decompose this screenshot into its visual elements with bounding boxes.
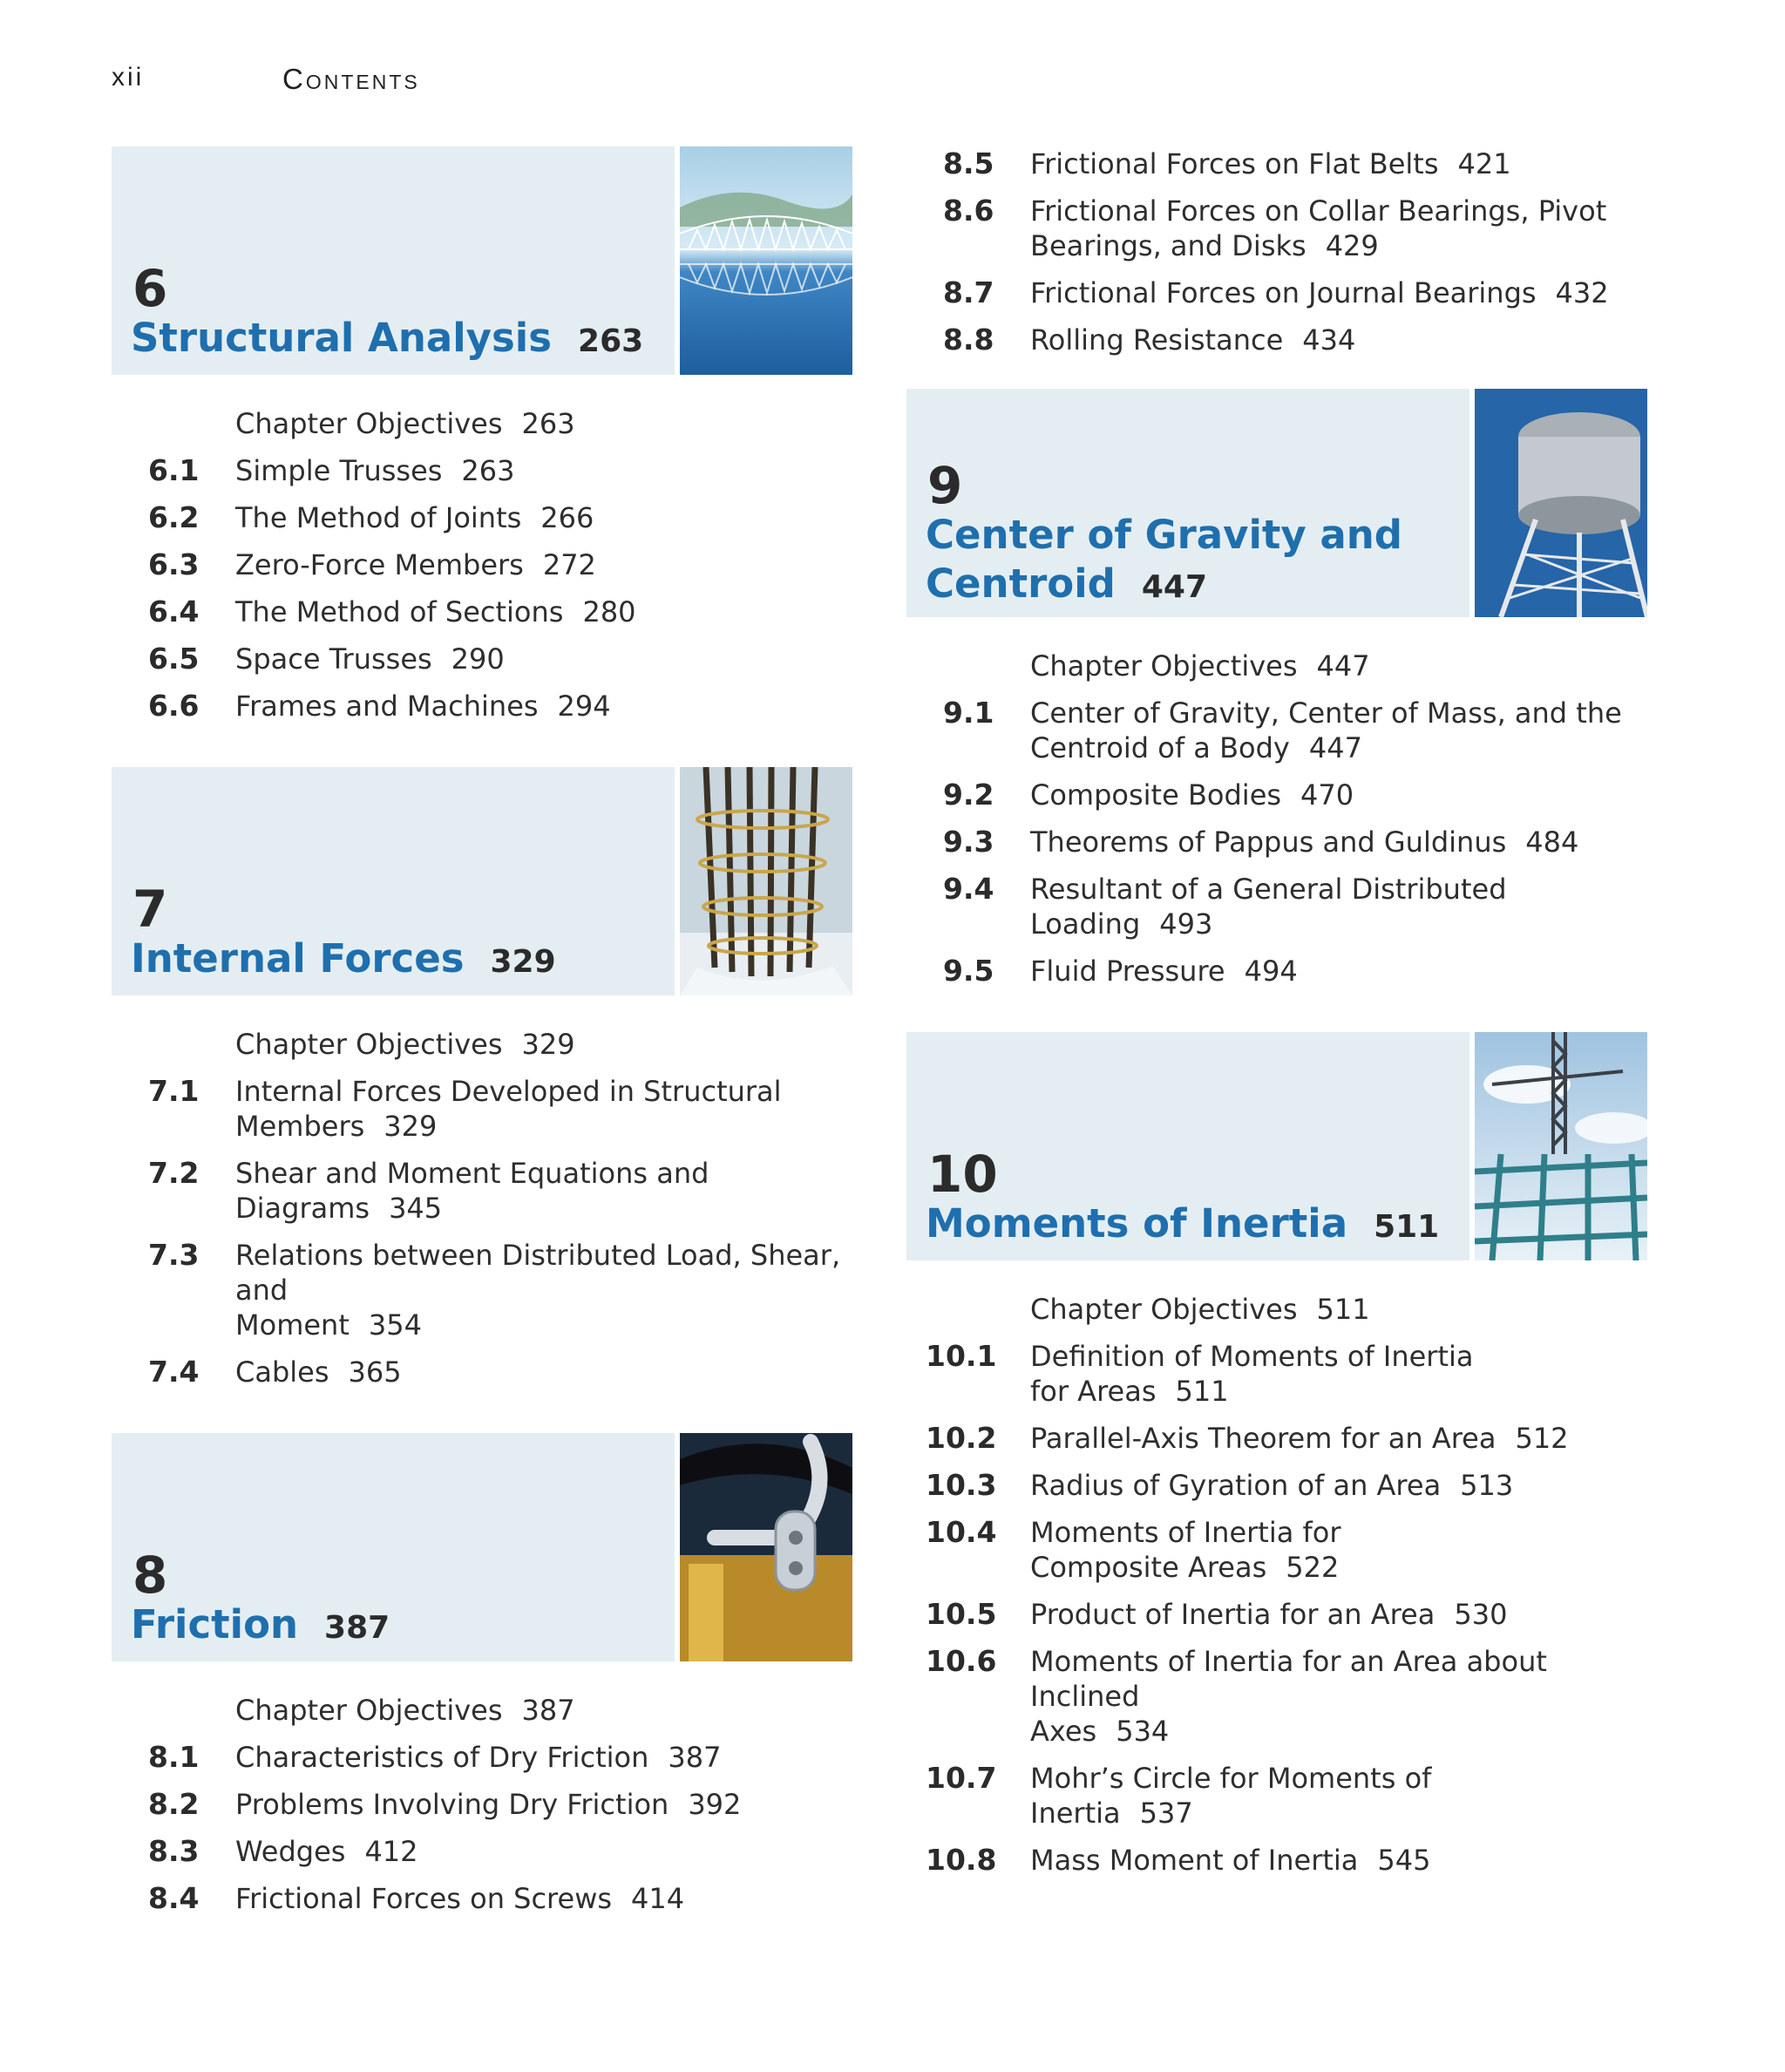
chapter-number: 7 bbox=[132, 880, 168, 939]
section-title: Frictional Forces on Flat Belts bbox=[1030, 147, 1439, 180]
section-page-number: 266 bbox=[540, 501, 594, 534]
section-title: Problems Involving Dry Friction bbox=[235, 1788, 669, 1821]
toc-entry[interactable] bbox=[906, 1843, 1647, 1878]
section-number: 8.7 bbox=[943, 275, 994, 309]
section-title: Simple Trusses bbox=[235, 454, 443, 487]
section-page-number: 387 bbox=[668, 1741, 722, 1774]
truss-bridge-photo bbox=[680, 146, 852, 375]
chapter-title-text: Internal Forces bbox=[131, 935, 465, 982]
section-page-number: 512 bbox=[1515, 1422, 1569, 1455]
section-title: Center of Gravity, Center of Mass, and the bbox=[1030, 696, 1622, 730]
section-number: 10.5 bbox=[926, 1597, 997, 1631]
section-number: 6.4 bbox=[148, 594, 200, 628]
toc-entry[interactable] bbox=[112, 594, 852, 629]
section-title: Chapter Objectives bbox=[1030, 649, 1298, 683]
chapter-entries bbox=[112, 1693, 852, 1916]
section-number: 8.5 bbox=[943, 146, 994, 180]
section-title: The Method of Joints bbox=[235, 501, 522, 534]
section-number: 6.5 bbox=[148, 642, 200, 676]
chapter-banner bbox=[112, 767, 852, 995]
page-folio: xii bbox=[112, 63, 145, 92]
chapter-entries bbox=[112, 1027, 852, 1389]
section-page-number: 392 bbox=[688, 1788, 742, 1821]
running-title: Contents bbox=[282, 63, 420, 95]
chapter-title[interactable] bbox=[131, 1600, 390, 1653]
toc-entry[interactable] bbox=[906, 1761, 1647, 1831]
toc-entry[interactable] bbox=[906, 1644, 1647, 1749]
section-page-number: 522 bbox=[1286, 1551, 1340, 1584]
section-number: 8.6 bbox=[943, 194, 994, 228]
section-title: Composite Bodies bbox=[1030, 778, 1282, 812]
section-title: Frictional Forces on Collar Bearings, Pivot bbox=[1030, 194, 1607, 228]
section-title: Wedges bbox=[235, 1835, 346, 1868]
section-page-number: 511 bbox=[1316, 1293, 1370, 1326]
chapter-page-number: 511 bbox=[1374, 1209, 1440, 1245]
section-page-number: 421 bbox=[1457, 147, 1511, 180]
section-number: 8.8 bbox=[943, 323, 994, 357]
section-number: 6.6 bbox=[148, 689, 200, 723]
section-number: 6.1 bbox=[148, 453, 200, 487]
toc-entry[interactable] bbox=[906, 872, 1647, 941]
toc-entry[interactable] bbox=[906, 1468, 1647, 1503]
chapter-banner bbox=[906, 1032, 1647, 1260]
toc-entry[interactable] bbox=[906, 778, 1647, 812]
section-title: Cables bbox=[235, 1355, 329, 1389]
section-title: Internal Forces Developed in Structural bbox=[235, 1075, 782, 1108]
section-page-number: 493 bbox=[1159, 907, 1213, 941]
section-page-number: 494 bbox=[1244, 954, 1298, 988]
toc-entry[interactable] bbox=[906, 1515, 1647, 1585]
toc-entry[interactable] bbox=[112, 1238, 852, 1342]
section-number: 10.7 bbox=[926, 1761, 997, 1795]
chapter-title[interactable] bbox=[926, 511, 1402, 612]
section-number: 8.3 bbox=[148, 1834, 200, 1868]
section-page-number: 511 bbox=[1175, 1375, 1229, 1408]
toc-entry[interactable] bbox=[112, 1740, 852, 1775]
section-title: Chapter Objectives bbox=[235, 407, 503, 440]
section-title: Fluid Pressure bbox=[1030, 954, 1225, 988]
section-title: Shear and Moment Equations and bbox=[235, 1157, 709, 1190]
section-page-number: 513 bbox=[1460, 1469, 1514, 1502]
section-number: 8.4 bbox=[148, 1881, 200, 1915]
chapter-entries bbox=[906, 649, 1647, 988]
chapter-title[interactable] bbox=[131, 314, 643, 366]
section-title: Characteristics of Dry Friction bbox=[235, 1741, 649, 1774]
chapter-banner bbox=[112, 146, 852, 375]
toc-entry[interactable] bbox=[906, 1597, 1647, 1632]
section-page-number: 412 bbox=[364, 1835, 418, 1868]
chapter-title[interactable] bbox=[131, 934, 556, 987]
section-page-number: 530 bbox=[1454, 1598, 1508, 1631]
right-column bbox=[906, 146, 1647, 1921]
section-page-number: 429 bbox=[1325, 229, 1379, 262]
wheel-mechanism-photo bbox=[680, 1433, 852, 1661]
chapter-entries bbox=[906, 1292, 1647, 1878]
section-number: 10.6 bbox=[926, 1644, 997, 1678]
chapter-title-text-line2: Centroid bbox=[926, 560, 1116, 607]
section-title: Zero-Force Members bbox=[235, 548, 524, 581]
section-page-number: 484 bbox=[1525, 825, 1579, 859]
chapter-title-text: Structural Analysis bbox=[131, 315, 553, 361]
section-page-number: 387 bbox=[521, 1694, 575, 1727]
toc-entry[interactable] bbox=[906, 194, 1647, 263]
section-number: 9.1 bbox=[943, 696, 994, 730]
section-page-number: 534 bbox=[1116, 1715, 1170, 1748]
section-page-number: 345 bbox=[389, 1192, 443, 1225]
section-number: 6.3 bbox=[148, 547, 200, 581]
section-title: Radius of Gyration of an Area bbox=[1030, 1469, 1442, 1502]
section-page-number: 447 bbox=[1316, 649, 1370, 683]
section-title: Frames and Machines bbox=[235, 690, 539, 723]
chapter-page-number: 387 bbox=[324, 1610, 390, 1646]
toc-entry[interactable] bbox=[906, 954, 1647, 988]
section-title-line2: Diagrams bbox=[235, 1192, 370, 1225]
section-title: The Method of Sections bbox=[235, 595, 564, 628]
section-page-number: 470 bbox=[1300, 778, 1354, 812]
toc-entry[interactable] bbox=[906, 275, 1647, 310]
section-number: 9.2 bbox=[943, 778, 994, 812]
section-title: Frictional Forces on Screws bbox=[235, 1882, 613, 1915]
chapter-number: 9 bbox=[927, 456, 963, 515]
section-number: 10.2 bbox=[926, 1421, 997, 1455]
section-title: Mass Moment of Inertia bbox=[1030, 1844, 1359, 1877]
section-number: 6.2 bbox=[148, 500, 200, 534]
section-title-line2: for Areas bbox=[1030, 1375, 1157, 1408]
chapter-title-text: Center of Gravity and bbox=[926, 512, 1403, 558]
section-title: Product of Inertia for an Area bbox=[1030, 1598, 1435, 1631]
section-page-number: 414 bbox=[631, 1882, 685, 1915]
section-number: 7.4 bbox=[148, 1355, 200, 1389]
chapter-entries bbox=[112, 406, 852, 724]
section-page-number: 263 bbox=[461, 454, 515, 487]
chapter-title[interactable] bbox=[926, 1199, 1439, 1252]
section-number: 7.1 bbox=[148, 1074, 200, 1108]
section-page-number: 447 bbox=[1308, 731, 1362, 764]
section-page-number: 432 bbox=[1555, 276, 1609, 309]
toc-entry[interactable] bbox=[112, 406, 852, 441]
chapter-number: 8 bbox=[132, 1546, 168, 1605]
left-column bbox=[112, 146, 852, 1960]
steel-frame-crane-photo bbox=[1475, 1032, 1647, 1260]
toc-entry[interactable] bbox=[906, 696, 1647, 765]
section-number: 10.8 bbox=[926, 1843, 997, 1877]
section-number: 10.3 bbox=[926, 1468, 997, 1502]
section-page-number: 272 bbox=[542, 548, 596, 581]
chapter-page-number: 263 bbox=[578, 323, 644, 359]
section-number: 9.4 bbox=[943, 872, 994, 906]
toc-entry[interactable] bbox=[906, 1292, 1647, 1327]
toc-entry[interactable] bbox=[112, 453, 852, 488]
section-title: Rolling Resistance bbox=[1030, 323, 1284, 357]
toc-entry[interactable] bbox=[906, 323, 1647, 357]
toc-entry[interactable] bbox=[112, 1834, 852, 1869]
toc-entry[interactable] bbox=[112, 689, 852, 724]
section-number: 10.1 bbox=[926, 1339, 997, 1373]
toc-entry[interactable] bbox=[112, 1693, 852, 1728]
section-page-number: 290 bbox=[451, 642, 505, 676]
section-title: Chapter Objectives bbox=[235, 1694, 503, 1727]
section-title: Moments of Inertia for an Area about Inclined bbox=[1030, 1645, 1547, 1713]
section-title: Mohr’s Circle for Moments of bbox=[1030, 1762, 1432, 1795]
section-title: Definition of Moments of Inertia bbox=[1030, 1340, 1474, 1373]
chapter-banner bbox=[906, 389, 1647, 617]
section-title: Resultant of a General Distributed bbox=[1030, 873, 1507, 906]
water-tower-photo bbox=[1475, 389, 1647, 617]
section-title-line2: Centroid of a Body bbox=[1030, 731, 1290, 764]
section-number: 7.3 bbox=[148, 1238, 200, 1272]
toc-entry[interactable] bbox=[112, 642, 852, 676]
toc-entry[interactable] bbox=[112, 547, 852, 582]
toc-entry[interactable] bbox=[112, 1074, 852, 1144]
chapter-title-text: Moments of Inertia bbox=[926, 1200, 1348, 1247]
chapter-title-text: Friction bbox=[131, 1601, 299, 1647]
section-title-line2: Composite Areas bbox=[1030, 1551, 1267, 1584]
section-title-line2: Moment bbox=[235, 1308, 350, 1342]
chapter-page-number: 329 bbox=[490, 944, 556, 980]
section-page-number: 280 bbox=[582, 595, 636, 628]
section-number: 10.4 bbox=[926, 1515, 997, 1549]
section-number: 7.2 bbox=[148, 1156, 200, 1190]
toc-entry[interactable] bbox=[112, 1881, 852, 1916]
section-title: Theorems of Pappus and Guldinus bbox=[1030, 825, 1507, 859]
section-title: Moments of Inertia for bbox=[1030, 1516, 1341, 1549]
toc-entry[interactable] bbox=[906, 1339, 1647, 1409]
toc-entry[interactable] bbox=[112, 500, 852, 535]
rebar-column-photo bbox=[680, 767, 852, 995]
section-title-line2: Axes bbox=[1030, 1715, 1097, 1748]
section-number: 9.5 bbox=[943, 954, 994, 988]
section-page-number: 545 bbox=[1377, 1844, 1431, 1877]
section-title: Frictional Forces on Journal Bearings bbox=[1030, 276, 1537, 309]
section-title: Parallel-Axis Theorem for an Area bbox=[1030, 1422, 1497, 1455]
toc-entry[interactable] bbox=[906, 146, 1647, 181]
section-page-number: 434 bbox=[1302, 323, 1356, 357]
section-title-line2: Bearings, and Disks bbox=[1030, 229, 1307, 262]
section-number: 8.2 bbox=[148, 1787, 200, 1821]
section-page-number: 365 bbox=[348, 1355, 402, 1389]
section-title-line2: Inertia bbox=[1030, 1797, 1121, 1830]
section-page-number: 329 bbox=[383, 1110, 438, 1143]
chapter-banner bbox=[112, 1433, 852, 1661]
section-title-line2: Members bbox=[235, 1110, 365, 1143]
section-page-number: 294 bbox=[557, 690, 611, 723]
section-number: 8.1 bbox=[148, 1740, 200, 1774]
section-page-number: 354 bbox=[368, 1308, 422, 1342]
chapter-page-number: 447 bbox=[1141, 569, 1207, 605]
section-title: Chapter Objectives bbox=[235, 1028, 503, 1061]
section-title: Space Trusses bbox=[235, 642, 432, 676]
toc-entry[interactable] bbox=[112, 1355, 852, 1389]
continued-entries bbox=[906, 146, 1647, 357]
section-page-number: 537 bbox=[1139, 1797, 1193, 1830]
section-title: Relations between Distributed Load, Shear, and bbox=[235, 1239, 841, 1307]
toc-entry[interactable] bbox=[906, 649, 1647, 683]
section-page-number: 263 bbox=[521, 407, 575, 440]
toc-entry[interactable] bbox=[906, 825, 1647, 859]
section-title-line2: Loading bbox=[1030, 907, 1141, 941]
section-number: 9.3 bbox=[943, 825, 994, 859]
chapter-number: 6 bbox=[132, 259, 168, 318]
toc-entry[interactable] bbox=[112, 1156, 852, 1226]
toc-entry[interactable] bbox=[112, 1787, 852, 1822]
toc-entry[interactable] bbox=[906, 1421, 1647, 1456]
toc-entry[interactable] bbox=[112, 1027, 852, 1062]
chapter-number: 10 bbox=[927, 1145, 998, 1204]
section-title: Chapter Objectives bbox=[1030, 1293, 1298, 1326]
section-page-number: 329 bbox=[521, 1028, 575, 1061]
running-head bbox=[112, 63, 722, 101]
